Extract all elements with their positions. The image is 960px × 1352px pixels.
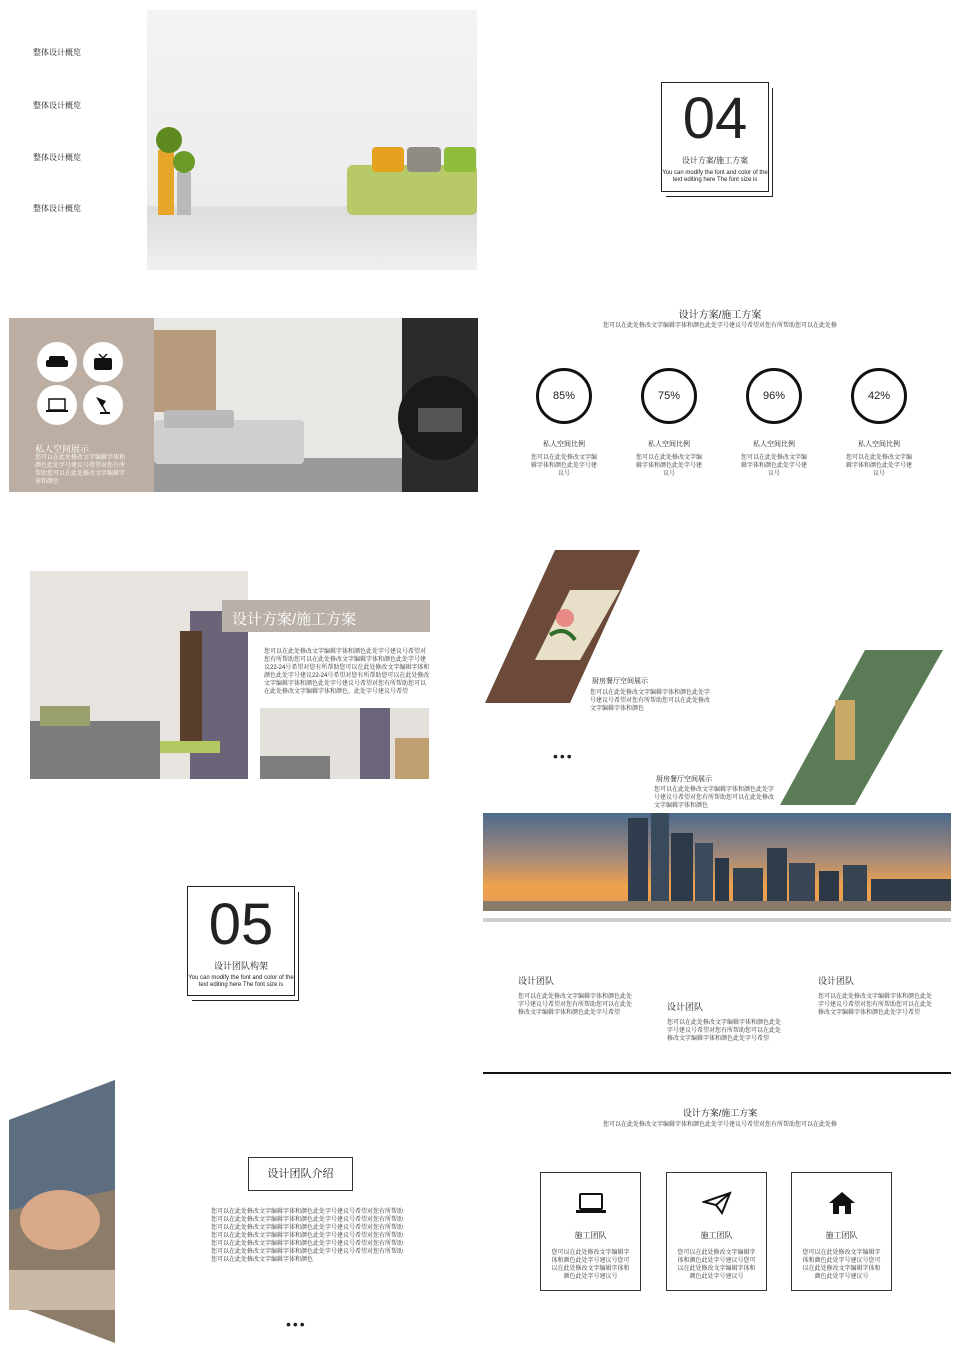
construction-title: 设计方案/施工方案 [682,1108,758,1118]
icon-laptop[interactable] [37,385,77,425]
stat-text: 您可以在此处修改文字编辑字体和颜色此处字号建议号 [635,455,702,477]
intro-text: 您可以在此处修改文字编辑字体和颜色此处字号建议号希望对您有所帮助您可以在此处修改文字编辑字体和颜色此处字号建议号希望对您有所帮助您可以在此处修改文字编辑字体和颜色此处字号建议号希望对您有所帮助您可以在此处修改文字编辑字体和颜色此处字号建议号希望对您有所帮助您可以在此处修改文字编辑字体和颜色此处字号建议号希望对您有所帮助您可以在此处修改文字编辑字体和颜色此处字号建议号希望对您有所帮助您可以在此处修改文字编辑字体和颜色 [211,1209,404,1263]
laptop-icon [46,397,68,413]
toc-item[interactable]: 整体设计概览 [33,153,81,162]
panel-text: 您可以在此处修改文字编辑字体和颜色此处字号建议号希望对您有所帮助您可以在此处修改文字编辑字体和颜色 [35,455,126,485]
panel-title: 私人空间展示 [35,444,90,454]
section-subtitle: You can modify the font and color of the text editing here The font size is [188,975,294,988]
stat-percent: 42% [867,390,891,402]
info-card[interactable] [791,1172,892,1291]
living-room-fireplace-photo [154,318,478,492]
kitchen-text-1: 您可以在此处修改文字编辑字体和颜色此处字号建议号希望对您有所帮助您可以在此处修改文字编辑字体和颜色 [590,690,711,712]
stat-block [740,368,808,478]
section-title: 设计方案/施工方案 [681,156,749,165]
section-number: 04 [682,86,748,151]
stat-block [530,368,598,478]
icon-tv[interactable] [83,342,123,382]
parallelogram-photos [480,540,960,810]
slide-section-05 [0,810,480,1070]
divider-bar [483,918,951,922]
intro-title-box [248,1157,353,1191]
card-title: 施工团队 [825,1231,858,1240]
stat-block [845,368,913,478]
kitchen-caption-1: 厨房餐厅空间展示 [592,678,648,685]
stats-subtitle: 您可以在此处修改文字编辑字体和颜色此处字号建议号希望对您有所帮助您可以在此处修 [602,323,837,329]
team-block [667,1000,782,1043]
stat-percent: 75% [657,390,681,402]
stat-text: 您可以在此处修改文字编辑字体和颜色此处字号建议号 [530,455,597,477]
stat-circle [641,368,697,424]
team-text: 您可以在此处修改文字编辑字体和颜色此处字号建议号希望对您有所帮助您可以在此处修改文字编辑字体和颜色此处字号希望 [518,994,633,1016]
scheme-title-bar [222,600,430,632]
card-title: 施工团队 [700,1231,733,1240]
section-subtitle: You can modify the font and color of the text editing here The font size is [662,170,768,183]
bottom-line [483,1072,951,1074]
stat-label: 私人空间比例 [858,441,900,448]
slide-construction [480,1080,960,1352]
team-title: 设计团队 [518,976,555,986]
paper-plane-icon [702,1191,732,1215]
card-text: 您可以在此处修改文字编辑字体和颜色此处字号建议号您可以在此处修改文字编辑字体和颜色此处字号建议号 [677,1250,756,1280]
city-skyline-photo [483,813,951,911]
stat-percent: 96% [762,390,786,402]
team-title: 设计团队 [818,976,855,986]
stat-percent: 85% [552,390,576,402]
interior-photo-large [30,571,248,779]
icon-lamp[interactable] [83,385,123,425]
card-text: 您可以在此处修改文字编辑字体和颜色此处字号建议号您可以在此处修改文字编辑字体和颜色此处字号建议号 [551,1250,630,1280]
interior-photo-small [260,708,429,779]
info-card[interactable] [666,1172,767,1291]
slide-kitchen [480,540,960,810]
kitchen-text-2: 您可以在此处修改文字编辑字体和颜色此处字号建议号希望对您有所帮助您可以在此处修改文字编辑字体和颜色 [654,787,775,809]
kitchen-caption-2: 厨房餐厅空间展示 [656,776,712,783]
stat-label: 私人空间比例 [543,441,585,448]
stat-label: 私人空间比例 [753,441,795,448]
scheme-title: 设计方案/施工方案 [232,611,357,628]
more-dots[interactable]: ••• [286,1316,307,1332]
construction-subtitle: 您可以在此处修改文字编辑字体和颜色此处字号建议号希望对您有所帮助您可以在此处修 [602,1122,837,1128]
toc-item[interactable]: 整体设计概览 [33,101,81,110]
sofa-icon [46,354,68,370]
card-text: 您可以在此处修改文字编辑字体和颜色此处字号建议号您可以在此处修改文字编辑字体和颜色此处字号建议号 [802,1250,881,1280]
section-number: 05 [208,892,274,957]
tv-icon [93,353,113,371]
section-title: 设计团队构架 [213,961,268,971]
stat-label: 私人空间比例 [648,441,690,448]
beige-panel [9,318,154,492]
stats-title: 设计方案/施工方案 [678,310,762,321]
home-icon [827,1191,857,1215]
living-room-photo [147,10,477,270]
toc-item[interactable]: 整体设计概览 [33,204,81,213]
slide-section-04 [480,0,960,280]
slide-private-space [0,280,480,540]
more-dots[interactable]: ••• [553,748,574,764]
fireplace-illustration [154,318,478,492]
slide-toc [0,0,480,280]
info-card[interactable] [540,1172,641,1291]
icon-sofa[interactable] [37,342,77,382]
slide-teams [480,810,960,1080]
laptop-icon [576,1191,606,1215]
skyline-illustration [483,813,951,911]
toc-item[interactable]: 整体设计概览 [33,48,81,57]
lamp-icon [94,395,112,415]
slide-design-scheme [0,540,480,800]
interior-illustration [30,571,248,779]
stat-text: 您可以在此处修改文字编辑字体和颜色此处字号建议号 [845,455,912,477]
card-title: 施工团队 [574,1231,607,1240]
number-box [187,886,295,996]
scheme-text: 您可以在此处修改文字编辑字体和颜色此处字号建议号希望对您有所帮助您可以在此处修改文字编辑字体和颜色此处字号建议22-24号希望对您有所帮助您可以在此处修改文字编辑字体和颜色此处字号建议22-24号希望对您有所帮助您可以在此处修改文字编辑字体和颜色此处字号建议号希望对您有所帮助您可以在此处修改文字编辑字体和颜色，此处字号建议号希望 [264,649,430,695]
stat-circle [851,368,907,424]
team-text: 您可以在此处修改文字编辑字体和颜色此处字号建议号希望对您有所帮助您可以在此处修改文字编辑字体和颜色此处字号希望 [667,1020,782,1042]
team-text: 您可以在此处修改文字编辑字体和颜色此处字号建议号希望对您有所帮助您可以在此处修改文字编辑字体和颜色此处字号希望 [818,994,933,1016]
hands-photo [0,1070,130,1352]
stat-circle [746,368,802,424]
statue-photo [780,650,943,805]
team-block [518,974,633,1017]
interior-small-illustration [260,708,429,779]
stat-circle [536,368,592,424]
team-title: 设计团队 [667,1002,704,1012]
team-block [818,974,933,1017]
intro-title: 设计团队介绍 [267,1168,334,1180]
room-illustration [147,10,477,270]
slide-stats [480,280,960,540]
slide-team-intro [0,1070,480,1352]
stat-block [635,368,703,478]
number-box [661,82,769,192]
stat-text: 您可以在此处修改文字编辑字体和颜色此处字号建议号 [740,455,807,477]
